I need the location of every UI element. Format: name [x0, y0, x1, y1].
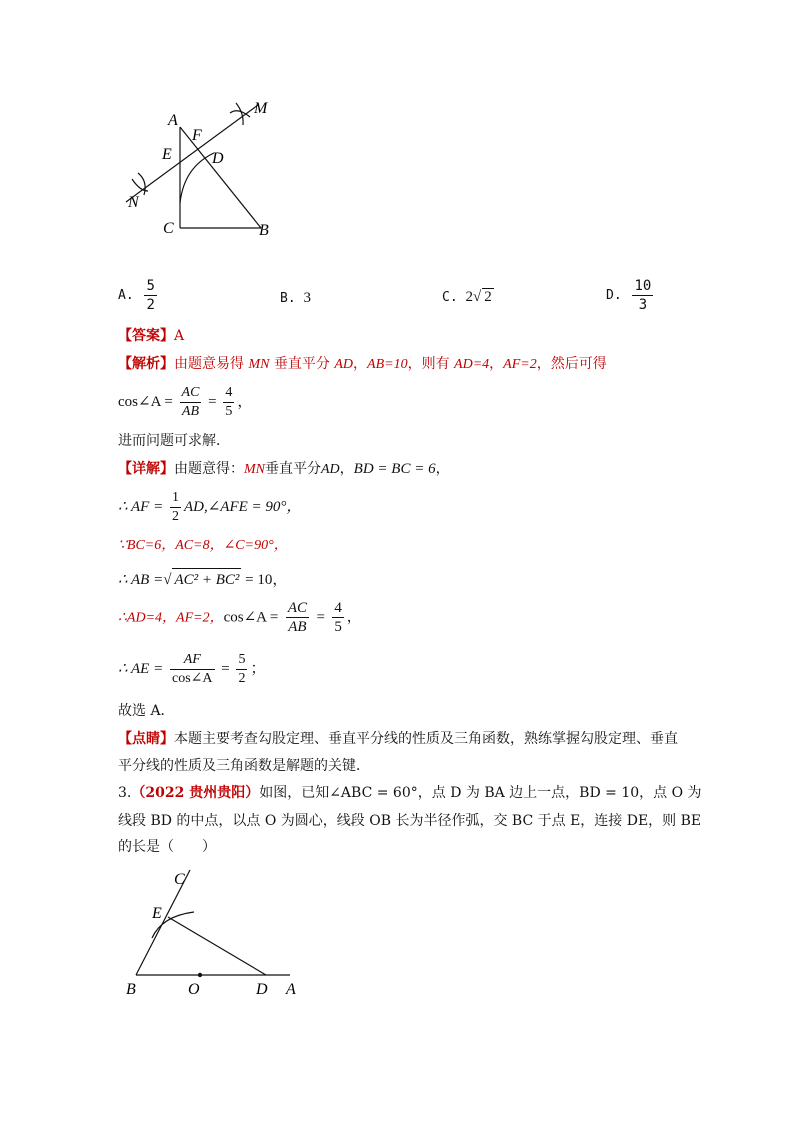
detail-line-1	[118, 458, 450, 481]
numerator: 4	[334, 600, 342, 616]
option-a-numerator: 5	[146, 278, 155, 294]
numerator: AF	[170, 652, 215, 670]
detail-l2-fraction	[170, 490, 181, 525]
detail-mn: MN	[244, 462, 265, 477]
formula-fraction	[180, 385, 202, 420]
figure-2	[118, 862, 318, 1002]
q3-number: 3.	[118, 785, 132, 801]
detail-l6-fraction	[170, 652, 215, 687]
comment-line-1	[118, 728, 678, 750]
detail-l4-pre: ∴ AB =	[118, 572, 164, 588]
comma: ，	[346, 609, 361, 626]
detail-l4-post: = 10，	[245, 572, 288, 588]
equals: =	[208, 393, 217, 410]
detail-line-2	[118, 490, 301, 525]
option-b-label: B.	[280, 291, 296, 306]
q3-source: （2022 贵州贵阳）	[131, 785, 260, 801]
comment-text: 本题主要考查勾股定理、垂直平分线的性质及三角函数，熟练掌握勾股定理、垂直	[174, 731, 678, 747]
answer-tag: 【答案】	[118, 328, 174, 344]
detail-line-5	[118, 600, 361, 635]
label-a: A	[286, 981, 296, 998]
detail-line-7: 故选 A．	[118, 703, 175, 719]
label-d: D	[212, 150, 224, 167]
label-b: B	[259, 222, 269, 239]
detail-ad: AD	[321, 462, 340, 477]
detail-text: ，	[435, 461, 450, 477]
option-d-denominator: 3	[638, 297, 648, 313]
label-a: A	[168, 112, 178, 129]
option-d-fraction	[632, 278, 653, 313]
option-a-denominator: 2	[146, 297, 155, 313]
detail-line-4	[118, 568, 287, 591]
label-c: C	[163, 220, 174, 237]
semicolon: ；	[250, 660, 266, 677]
detail-line-6	[118, 652, 265, 687]
option-d[interactable]	[606, 278, 656, 313]
detail-line-3: ∵BC=6，AC=8，∠C=90°，	[118, 538, 288, 553]
denominator: 5	[225, 404, 233, 419]
label-e: E	[162, 146, 172, 163]
detail-l6-value	[236, 652, 247, 687]
label-c: C	[174, 871, 185, 888]
detail-text: 由题意得：	[174, 461, 244, 477]
q3-text: 如图，已知∠ABC = 60°，点 D 为 BA 边上一点，BD = 10，点 O 为	[259, 785, 702, 801]
label-m: M	[254, 100, 268, 117]
detail-l2-pre: ∴ AF =	[118, 498, 164, 515]
detail-l5-cos: cos∠A =	[223, 609, 279, 626]
denominator: AB	[181, 404, 200, 419]
detail-l5-pre: ∴AD=4，AF=2，	[118, 610, 224, 626]
analysis-text: ，则有	[407, 356, 455, 372]
analysis-text: 垂直平分	[269, 356, 335, 372]
answer-value: A	[174, 328, 185, 344]
denominator: 5	[334, 619, 342, 635]
option-b[interactable]	[280, 290, 311, 307]
option-c-radicand: 2	[484, 289, 492, 305]
arc-d	[180, 153, 214, 203]
numerator: 1	[170, 490, 181, 508]
analysis-text: ，	[489, 356, 504, 372]
denominator: 2	[171, 509, 179, 524]
point-o	[198, 973, 202, 977]
option-a[interactable]	[118, 278, 160, 313]
numerator: AC	[180, 385, 202, 403]
detail-l5-fraction	[286, 600, 309, 635]
label-f: F	[192, 127, 202, 144]
detail-bd: BD = BC = 6	[353, 461, 436, 477]
analysis-formula	[118, 385, 252, 420]
option-b-value: 3	[303, 290, 311, 306]
analysis-line	[118, 353, 607, 376]
comment-tag: 【点睛】	[118, 731, 174, 747]
detail-text: ，	[339, 461, 354, 477]
numerator: AC	[287, 600, 307, 616]
label-e: E	[152, 905, 162, 922]
sqrt-sign: √	[472, 289, 482, 305]
sqrt-sign: √	[163, 572, 172, 588]
arc-mark-m1	[230, 111, 250, 117]
analysis-text: 由题意易得	[174, 356, 249, 372]
line-mn	[126, 105, 258, 202]
figure-1	[118, 95, 298, 245]
comma: ，	[237, 393, 253, 410]
detail-l2-post: AD,∠AFE = 90°，	[183, 498, 302, 515]
analysis-mn: MN	[248, 357, 270, 372]
equals: =	[316, 609, 325, 626]
q3-line-1	[118, 782, 702, 804]
label-o: O	[188, 981, 200, 998]
comment-line-2: 平分线的性质及三角函数是解题的关键．	[118, 758, 370, 774]
option-c-label: C.	[442, 290, 458, 305]
option-d-label: D.	[606, 288, 622, 303]
detail-tag: 【详解】	[118, 461, 174, 477]
analysis-conclusion: 进而问题可求解．	[118, 433, 230, 449]
option-c-coef: 2	[465, 289, 473, 305]
label-d: D	[256, 981, 268, 998]
analysis-ab: AB=10	[367, 357, 408, 372]
equals: =	[221, 660, 230, 677]
numerator: 5	[236, 652, 247, 670]
analysis-ad4: AD=4	[454, 357, 490, 372]
analysis-af2: AF=2	[503, 357, 537, 372]
option-c[interactable]	[442, 288, 494, 306]
analysis-text: ，	[353, 356, 368, 372]
formula-lhs: cos∠A =	[118, 393, 173, 410]
option-a-label: A.	[118, 288, 134, 303]
detail-l6-pre: ∴ AE =	[118, 660, 164, 677]
arc-mark-m2	[236, 103, 243, 125]
denominator: 2	[238, 671, 246, 686]
option-a-fraction	[144, 278, 156, 313]
analysis-tag: 【解析】	[118, 356, 174, 372]
numerator: 4	[223, 385, 234, 403]
answer-line	[118, 325, 184, 347]
analysis-text: ，然后可得	[536, 356, 607, 372]
denominator: AB	[288, 619, 307, 635]
detail-l4-radicand: AC² + BC²	[172, 568, 241, 591]
detail-text: 垂直平分	[265, 461, 321, 477]
q3-line-3: 的长是（ ）	[118, 839, 216, 855]
label-n: N	[128, 194, 139, 211]
option-d-numerator: 10	[634, 278, 652, 294]
q3-line-2: 线段 BD 的中点，以点 O 为圆心，线段 OB 长为半径作弧，交 BC 于点 E，连接 DE，则 BE	[118, 813, 702, 829]
value-fraction	[223, 385, 234, 420]
label-b: B	[126, 981, 136, 998]
analysis-ad: AD	[334, 357, 354, 372]
denominator: cos∠A	[171, 671, 213, 686]
detail-l5-value	[332, 600, 344, 635]
segment-de	[168, 917, 266, 975]
